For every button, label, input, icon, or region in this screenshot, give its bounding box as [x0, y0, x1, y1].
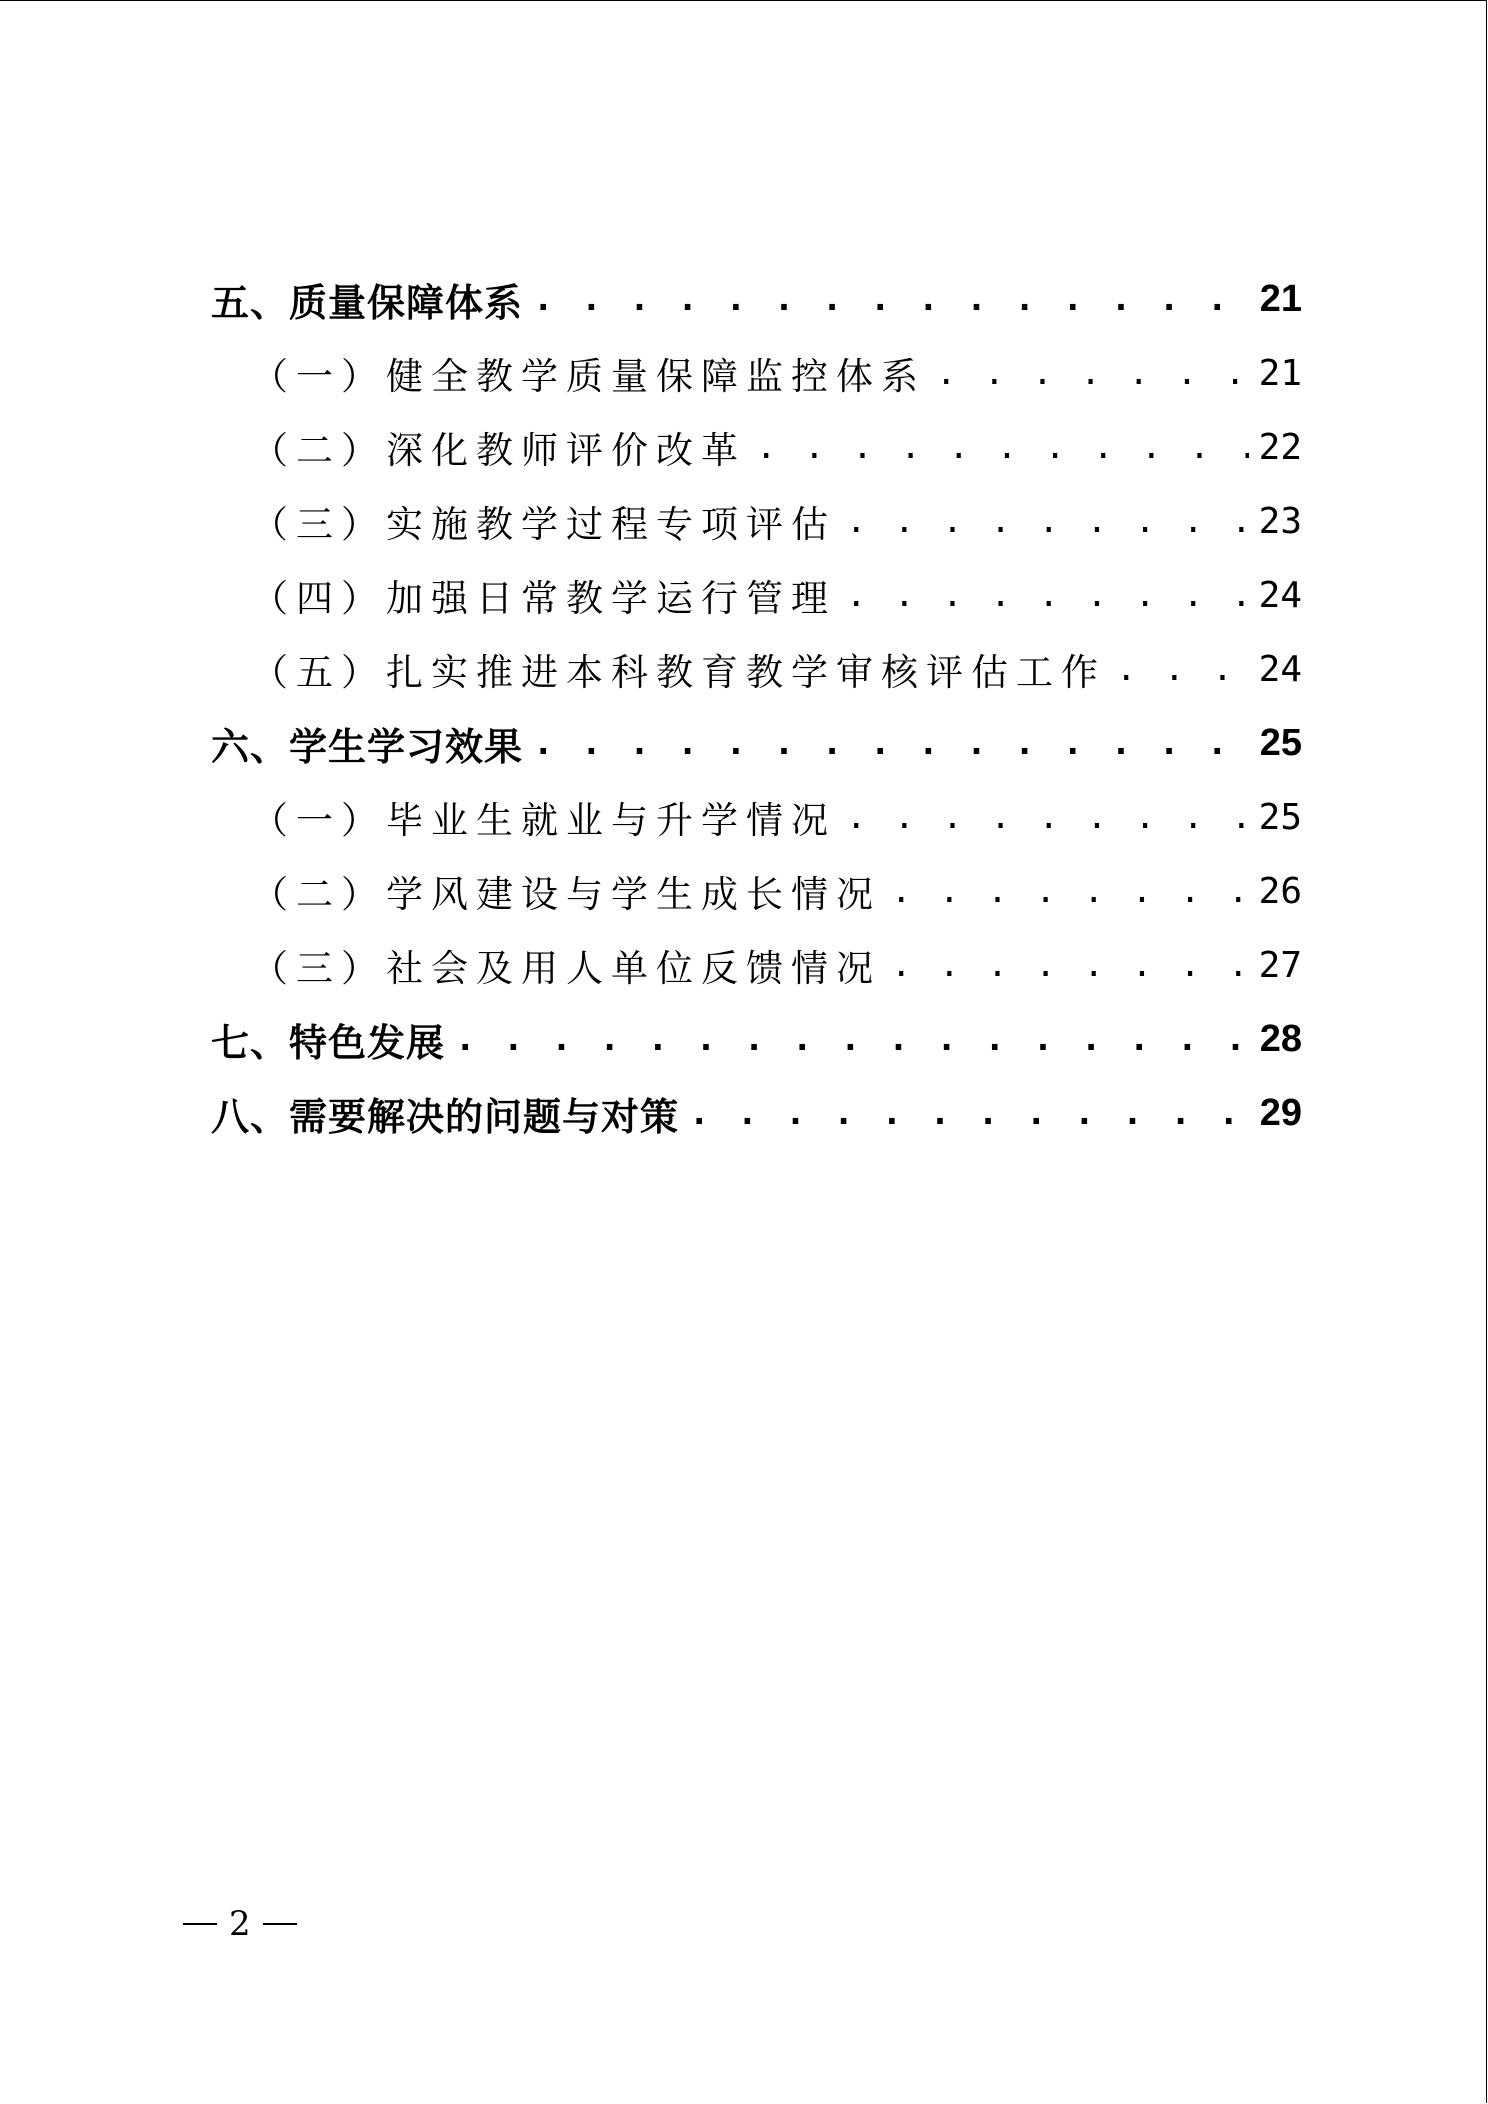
toc-entry-title: （三）实施教学过程专项评估 — [251, 503, 836, 546]
footer-dash-right — [263, 1923, 297, 1925]
toc-leader-dots — [891, 854, 1249, 928]
toc-entry-page: 28 — [1259, 1017, 1302, 1060]
toc-entry-section-8[interactable] — [211, 1076, 1302, 1150]
toc-leader-dots — [756, 410, 1249, 484]
toc-entry-title: （二）学风建设与学生成长情况 — [251, 873, 881, 916]
toc-entry-title: 六、学生学习效果 — [211, 724, 524, 769]
toc-leader-dots — [891, 928, 1249, 1002]
toc-entry-page: 23 — [1258, 500, 1302, 542]
toc-entry-5-5[interactable] — [211, 632, 1302, 706]
toc-entry-page: 24 — [1258, 574, 1302, 616]
toc-entry-title: （一）健全教学质量保障监控体系 — [251, 355, 926, 398]
page-number-value: 2 — [229, 1904, 251, 1944]
toc-entry-title: （一）毕业生就业与升学情况 — [251, 799, 836, 842]
toc-leader-dots — [1116, 632, 1249, 706]
toc-entry-5-2[interactable] — [211, 410, 1302, 484]
toc-entry-title: （二）深化教师评价改革 — [251, 429, 746, 472]
toc-entry-page: 29 — [1259, 1091, 1302, 1134]
page-footer-number — [183, 1904, 297, 1944]
toc-entry-title: 八、需要解决的问题与对策 — [211, 1094, 680, 1139]
toc-entry-page: 25 — [1258, 796, 1302, 838]
toc-leader-dots — [846, 558, 1249, 632]
toc-entry-6-1[interactable] — [211, 780, 1302, 854]
toc-leader-dots — [455, 1002, 1250, 1076]
toc-entry-page: 24 — [1258, 648, 1302, 690]
toc-entry-title: （三）社会及用人单位反馈情况 — [251, 947, 881, 990]
toc-leader-dots — [846, 484, 1249, 558]
toc-entry-5-4[interactable] — [211, 558, 1302, 632]
toc-entry-section-5[interactable] — [211, 262, 1302, 336]
toc-entry-section-7[interactable] — [211, 1002, 1302, 1076]
toc-entry-page: 25 — [1259, 721, 1302, 764]
toc-entry-page: 26 — [1258, 870, 1302, 912]
toc-entry-6-3[interactable] — [211, 928, 1302, 1002]
toc-entry-page: 21 — [1259, 277, 1302, 320]
toc-leader-dots — [533, 262, 1250, 336]
toc-entry-page: 27 — [1258, 944, 1302, 986]
toc-entry-title: （四）加强日常教学运行管理 — [251, 577, 836, 620]
footer-dash-left — [183, 1923, 217, 1925]
toc-leader-dots — [846, 780, 1249, 854]
toc-entry-title: （五）扎实推进本科教育教学审核评估工作 — [251, 651, 1106, 694]
toc-leader-dots — [533, 706, 1250, 780]
toc-entry-section-6[interactable] — [211, 706, 1302, 780]
toc-leader-dots — [689, 1076, 1250, 1150]
toc-entry-5-3[interactable] — [211, 484, 1302, 558]
toc-leader-dots — [936, 336, 1249, 410]
table-of-contents — [211, 262, 1302, 1150]
toc-entry-6-2[interactable] — [211, 854, 1302, 928]
toc-entry-title: 七、特色发展 — [211, 1020, 446, 1065]
toc-entry-page: 21 — [1258, 352, 1302, 394]
toc-entry-5-1[interactable] — [211, 336, 1302, 410]
toc-entry-title: 五、质量保障体系 — [211, 280, 524, 325]
toc-entry-page: 22 — [1258, 426, 1302, 468]
